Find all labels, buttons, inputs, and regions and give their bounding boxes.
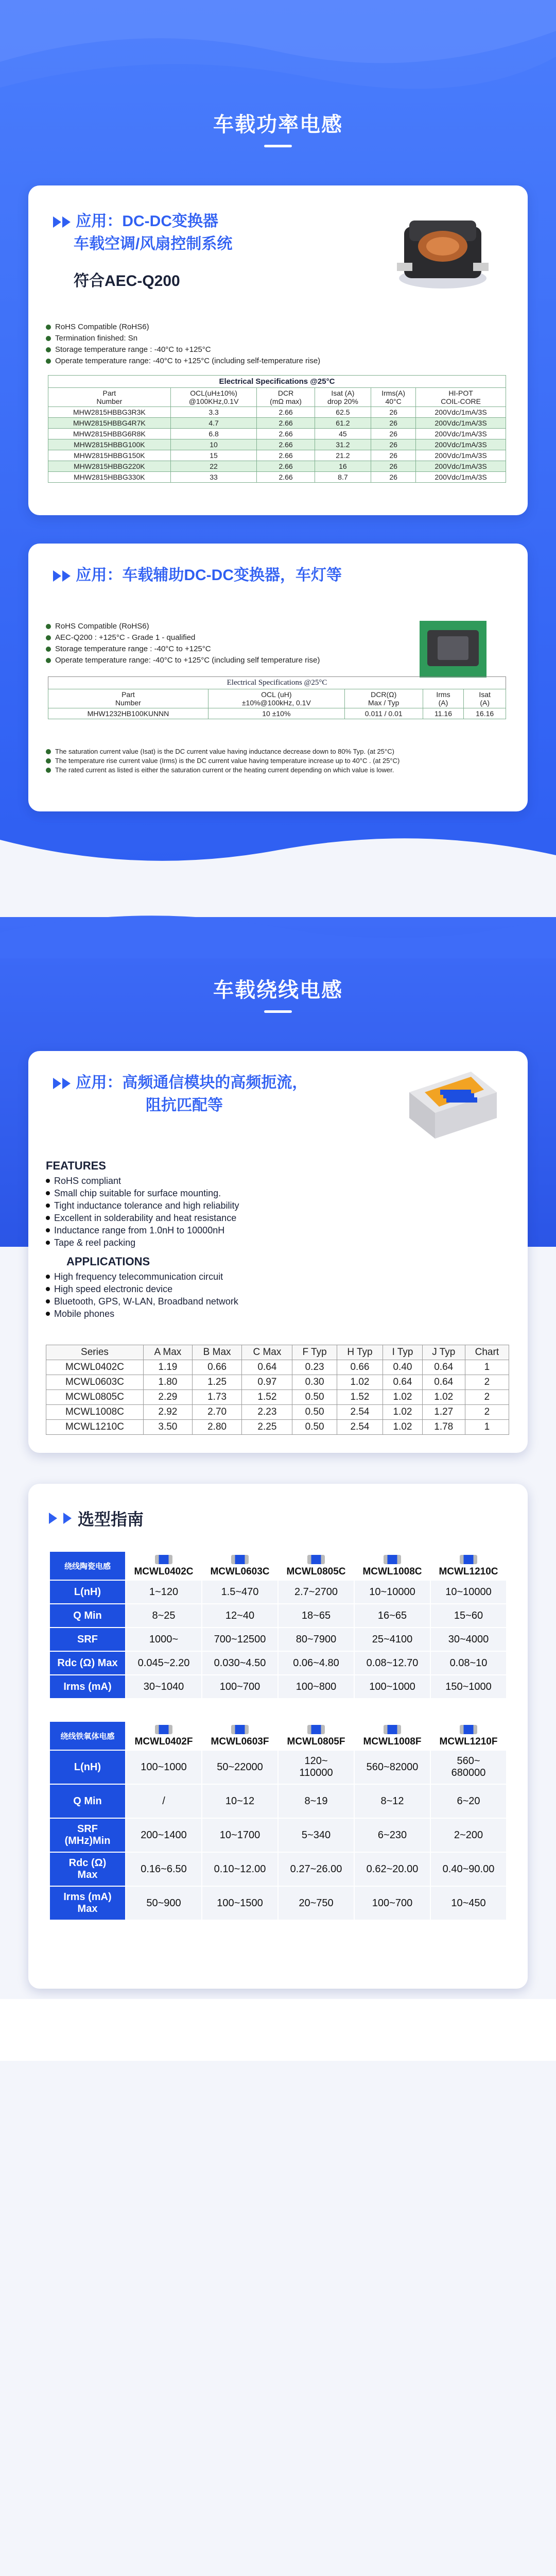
table-cell: 200Vdc/1mA/3S [416,418,506,429]
triangle-icon [49,1513,57,1524]
triangle-icon [62,216,71,228]
spec-row [49,1675,507,1699]
section2-top-wave [0,896,556,958]
application-line-2: 阻抗匹配等 [146,1097,223,1114]
feature-item: Small chip suitable for surface mounting. [46,1187,365,1199]
table-cell: 4.7 [170,418,257,429]
selection-guide-card [28,1484,528,1989]
application-block [53,1072,383,1117]
table-cell: 0.64 [242,1360,292,1375]
table-cell: 33 [170,472,257,483]
table-cell: 22 [170,461,257,472]
wirewound-inductor-card [28,1051,528,1453]
row-value: 1.5~470 [202,1580,278,1604]
table-header-row [48,689,506,708]
aux-inductor-card [28,544,528,811]
row-label: Q Min [49,1604,126,1628]
row-value: 1000~ [126,1628,202,1651]
table-cell: 2 [465,1390,509,1405]
row-value: 30~4000 [430,1628,507,1651]
table-header-cell: Part Number [48,689,208,708]
part-number: MCWL0402F [134,1736,193,1747]
row-value: 12~40 [202,1604,278,1628]
spec-table-wrapper [48,375,506,483]
row-value: 100~1500 [202,1886,278,1920]
table-cell: 0.30 [292,1375,337,1390]
row-label: Rdc (Ω) Max [49,1651,126,1675]
table-header-cell: B Max [192,1345,242,1360]
table-cell: 45 [315,429,371,439]
row-value: 50~22000 [202,1750,278,1784]
table-cell: 1.80 [143,1375,192,1390]
table-cell: 1.02 [383,1405,423,1420]
part-number: MCWL0603C [210,1566,270,1577]
row-label: L(nH) [49,1580,126,1604]
table-cell: 200Vdc/1mA/3S [416,472,506,483]
part-number-cell [202,1551,278,1580]
row-value: 25~4100 [354,1628,430,1651]
section3-start [0,1999,556,2061]
row-label: Irms (mA) Max [49,1886,126,1920]
row-value: 100~1000 [126,1750,202,1784]
chip-icon [460,1555,477,1564]
table-cell: MCWL0805C [46,1390,144,1405]
table-row [46,1405,509,1420]
bottom-wave-decoration [0,819,556,881]
table-row [46,1375,509,1390]
top-wave-decoration [0,0,556,113]
row-value: 0.030~4.50 [202,1651,278,1675]
ceramic-selection-table [49,1551,507,1699]
table-cell: 1.25 [192,1375,242,1390]
table-header-cell: OCL(uH±10%) @100KHz,0.1V [170,388,257,407]
part-number-row [49,1721,507,1750]
spec-row [49,1818,507,1852]
table-cell: 26 [371,429,416,439]
part-number: MCWL1210C [439,1566,498,1577]
table-header-cell: Isat (A) [464,689,506,708]
aec-standard: 符合AEC-Q200 [74,273,180,290]
table-cell: MHW2815HBBG4R7K [48,418,171,429]
table-cell: 2.66 [257,439,315,450]
series-dimension-table [46,1345,509,1435]
part-number: MCWL1008C [362,1566,422,1577]
note-item: The rated current as listed is either the saturation current or the heating current depending on which value is lower. [46,766,509,775]
table-header-cell: Chart [465,1345,509,1360]
table-row [48,407,506,418]
table-cell: 2.80 [192,1420,242,1435]
triangle-icon [62,570,71,582]
row-label: L(nH) [49,1750,126,1784]
feature-item: AEC-Q200 : +125°C - Grade 1 - qualified [46,632,416,643]
row-label: SRF [49,1628,126,1651]
chip-icon [460,1725,477,1734]
table-cell: MCWL1008C [46,1405,144,1420]
features-heading: FEATURES [46,1159,106,1172]
application-line-1: 应用：高频通信模块的高频扼流， [53,1072,383,1094]
table-cell: 10 ±10% [208,708,344,719]
part-number-row [49,1551,507,1580]
table-cell: 8.7 [315,472,371,483]
spec-row [49,1784,507,1818]
row-value: 560~82000 [354,1750,430,1784]
part-number-cell [126,1721,202,1750]
table-cell: 0.50 [292,1390,337,1405]
part-number-cell [354,1551,430,1580]
table-header-cell: J Typ [422,1345,465,1360]
table-row [46,1390,509,1405]
table-cell: 2.66 [257,472,315,483]
table-row [48,439,506,450]
feature-item: RoHS compliant [46,1175,365,1187]
feature-item: RoHS Compatible (RoHS6) [46,621,416,632]
feature-item: Operate temperature range: -40°C to +125°C (including self-temperature rise) [46,355,509,367]
table-header-cell: HI-POT COIL-CORE [416,388,506,407]
table-cell: 26 [371,439,416,450]
application-item: High speed electronic device [46,1283,365,1295]
table-header-cell: Series [46,1345,144,1360]
part-number: MCWL0402C [134,1566,194,1577]
table-cell: 0.23 [292,1360,337,1375]
table-cell: MHW2815HBBG330K [48,472,171,483]
table-cell: 1.02 [383,1390,423,1405]
application-item: Bluetooth, GPS, W-LAN, Broadband network [46,1295,365,1308]
electrical-spec-table [48,387,506,483]
row-value: 100~1000 [354,1675,430,1699]
features-block [46,1159,365,1320]
table-cell: 6.8 [170,429,257,439]
table-cell: 1 [465,1420,509,1435]
electrical-spec-table [48,689,506,719]
chip-icon [384,1725,401,1734]
table-cell: 11.16 [423,708,464,719]
spec-row [49,1651,507,1675]
chip-icon [384,1555,401,1564]
part-number-cell [430,1551,507,1580]
row-value: 8~12 [354,1784,430,1818]
table-cell: 10 [170,439,257,450]
row-value: 0.40~90.00 [430,1852,507,1886]
applications-heading: APPLICATIONS [66,1255,150,1268]
triangle-icon [53,570,61,582]
table-row [48,472,506,483]
triangle-icon [53,1078,61,1089]
spec-row [49,1580,507,1604]
part-number: MCWL0805C [286,1566,346,1577]
chip-inductor-image [394,1061,507,1154]
table-cell: 200Vdc/1mA/3S [416,407,506,418]
row-value: 0.08~12.70 [354,1651,430,1675]
table-cell: 1.02 [422,1390,465,1405]
row-value: 100~800 [278,1675,354,1699]
row-value: 30~1040 [126,1675,202,1699]
table-cell: 0.50 [292,1420,337,1435]
table-header-cell: A Max [143,1345,192,1360]
table-cell: MCWL0402C [46,1360,144,1375]
table-cell: 2 [465,1375,509,1390]
row-value: 10~1700 [202,1818,278,1852]
row-value: 200~1400 [126,1818,202,1852]
table-row [48,708,506,719]
note-item: The saturation current value (Isat) is the DC current value having inductance decrease down to 80% Typ. (at 25°C) [46,747,509,756]
row-value: 1~120 [126,1580,202,1604]
selection-guide-title: 选型指南 [49,1506,144,1530]
section1-title: 车载功率电感 [0,108,556,147]
row-value: 15~60 [430,1604,507,1628]
table-cell: 21.2 [315,450,371,461]
triangle-icon [53,216,61,228]
table-cell: 1.73 [192,1390,242,1405]
application-item: High frequency telecommunication circuit [46,1270,365,1283]
table-header-cell: Isat (A) drop 20% [315,388,371,407]
row-value: 10~10000 [354,1580,430,1604]
row-value: 0.10~12.00 [202,1852,278,1886]
table-cell: 1 [465,1360,509,1375]
row-value: 0.16~6.50 [126,1852,202,1886]
row-value: 0.08~10 [430,1651,507,1675]
row-value: 10~450 [430,1886,507,1920]
row-value: 0.62~20.00 [354,1852,430,1886]
table-cell: 1.52 [337,1390,383,1405]
part-number-cell [430,1721,507,1750]
table-cell: 200Vdc/1mA/3S [416,450,506,461]
table-row [48,450,506,461]
spec-row [49,1604,507,1628]
table-cell: 0.64 [383,1375,423,1390]
row-label: Q Min [49,1784,126,1818]
row-value: 5~340 [278,1818,354,1852]
table-cell: 200Vdc/1mA/3S [416,429,506,439]
application-item: Mobile phones [46,1308,365,1320]
power-inductor-card [28,185,528,515]
triangle-icon [63,1513,72,1524]
table-cell: 31.2 [315,439,371,450]
table-cell: 15 [170,450,257,461]
feature-item: Inductance range from 1.0nH to 10000nH [46,1224,365,1236]
part-number: MCWL1008F [363,1736,422,1747]
row-value: 560~ 680000 [430,1750,507,1784]
note-item: The temperature rise current value (Irms) is the DC current value having temperature increase up to 40°C . (at 25°C) [46,756,509,766]
table-cell: 2.66 [257,429,315,439]
chip-icon [307,1725,325,1734]
spec-row [49,1628,507,1651]
row-value: 6~20 [430,1784,507,1818]
chip-icon [155,1725,172,1734]
table-header-cell: Irms(A) 40°C [371,388,416,407]
table-cell: MCWL0603C [46,1375,144,1390]
table-header-cell: C Max [242,1345,292,1360]
row-value: 0.045~2.20 [126,1651,202,1675]
row-value: 8~19 [278,1784,354,1818]
row-value: 50~900 [126,1886,202,1920]
application-line-1: 应用：DC-DC变换器 [53,210,232,233]
smd-inductor-image [414,616,492,683]
table-cell: 26 [371,472,416,483]
table-cell: 61.2 [315,418,371,429]
section2-title: 车载绕线电感 [0,974,556,1013]
feature-item: Tight inductance tolerance and high reliability [46,1199,365,1212]
feature-item: Operate temperature range: -40°C to +125°C (including self temperature rise) [46,655,416,666]
row-value: 8~25 [126,1604,202,1628]
feature-item: Termination finished: Sn [46,333,509,344]
table-cell: 1.19 [143,1360,192,1375]
table-cell: 16.16 [464,708,506,719]
table-cell: 2.66 [257,407,315,418]
table-cell: 2.29 [143,1390,192,1405]
part-number: MCWL0603F [211,1736,269,1747]
row-label: SRF (MHz)Min [49,1818,126,1852]
row-value: 2~200 [430,1818,507,1852]
row-value: 700~12500 [202,1628,278,1651]
feature-item: Storage temperature range : -40°C to +125°C [46,344,509,355]
table-cell: 200Vdc/1mA/3S [416,461,506,472]
application-line: 应用：车载辅助DC-DC变换器，车灯等 [53,564,342,587]
row-value: 0.06~4.80 [278,1651,354,1675]
feature-list [46,621,416,666]
table-cell: 0.50 [292,1405,337,1420]
part-number-cell [126,1551,202,1580]
table-header-cell: I Typ [383,1345,423,1360]
application-line-2: 车载空调/风扇控制系统 [74,235,233,252]
part-number-cell [202,1721,278,1750]
table-cell: 26 [371,407,416,418]
table-cell: 26 [371,418,416,429]
table-row [46,1420,509,1435]
table-cell: 1.78 [422,1420,465,1435]
table-cell: MHW2815HBBG100K [48,439,171,450]
table-cell: 2.66 [257,418,315,429]
table-cell: 2.66 [257,450,315,461]
row-value: 100~700 [202,1675,278,1699]
table-cell: 1.02 [383,1420,423,1435]
row-value: 0.27~26.00 [278,1852,354,1886]
feature-item: Storage temperature range : -40°C to +125°C [46,643,416,655]
ferrite-selection-table [49,1721,507,1921]
chip-icon [231,1725,249,1734]
table-cell: 2.70 [192,1405,242,1420]
table-cell: 0.64 [422,1375,465,1390]
table-row [48,429,506,439]
group-label: 绕线铁氧体电感 [49,1721,126,1750]
part-number-cell [354,1721,430,1750]
table-cell: MHW2815HBBG6R8K [48,429,171,439]
table-row [46,1360,509,1375]
feature-list [46,321,509,367]
row-value: / [126,1784,202,1818]
spec-table-wrapper [48,676,506,719]
table-cell: 26 [371,450,416,461]
table-cell: MHW2815HBBG220K [48,461,171,472]
table-cell: MHW1232HB100KUNNN [48,708,208,719]
row-value: 6~230 [354,1818,430,1852]
spec-row [49,1886,507,1920]
table-cell: 0.66 [337,1360,383,1375]
table-header-cell: OCL (uH) ±10%@100kHz, 0.1V [208,689,344,708]
table-cell: 2.54 [337,1405,383,1420]
table-cell: 2.25 [242,1420,292,1435]
feature-item: Excellent in solderability and heat resistance [46,1212,365,1224]
row-value: 16~65 [354,1604,430,1628]
power-inductor-image [394,206,492,294]
notes-list [46,747,509,775]
table-header-cell: Part Number [48,388,171,407]
row-value: 10~12 [202,1784,278,1818]
spec-row [49,1750,507,1784]
table-cell: MCWL1210C [46,1420,144,1435]
row-value: 120~ 110000 [278,1750,354,1784]
feature-item: Tape & reel packing [46,1236,365,1249]
table-cell: 1.02 [337,1375,383,1390]
spec-table-title: Electrical Specifications @25°C [48,375,506,387]
row-value: 100~700 [354,1886,430,1920]
table-cell: 2.23 [242,1405,292,1420]
row-value: 80~7900 [278,1628,354,1651]
row-value: 18~65 [278,1604,354,1628]
table-cell: 0.64 [422,1360,465,1375]
table-cell: 16 [315,461,371,472]
table-header-cell: F Typ [292,1345,337,1360]
table-header-cell: DCR (mΩ max) [257,388,315,407]
table-header-cell: H Typ [337,1345,383,1360]
table-header-row [46,1345,509,1360]
row-value: 20~750 [278,1886,354,1920]
part-number-cell [278,1721,354,1750]
table-cell: 0.40 [383,1360,423,1375]
row-label: Irms (mA) [49,1675,126,1699]
table-header-row [48,388,506,407]
chip-icon [155,1555,172,1564]
table-cell: 2.66 [257,461,315,472]
table-cell: 0.97 [242,1375,292,1390]
application-block [53,210,232,291]
table-cell: 2.92 [143,1405,192,1420]
row-label: Rdc (Ω) Max [49,1852,126,1886]
part-number: MCWL1210F [439,1736,498,1747]
table-cell: 26 [371,461,416,472]
table-header-cell: DCR(Ω) Max / Typ [344,689,423,708]
table-cell: 3.50 [143,1420,192,1435]
table-cell: MHW2815HBBG150K [48,450,171,461]
chip-icon [231,1555,249,1564]
table-cell: 3.3 [170,407,257,418]
row-value: 10~10000 [430,1580,507,1604]
row-value: 2.7~2700 [278,1580,354,1604]
part-number-cell [278,1551,354,1580]
chip-icon [307,1555,325,1564]
part-number: MCWL0805F [287,1736,345,1747]
table-cell: 200Vdc/1mA/3S [416,439,506,450]
row-value: 150~1000 [430,1675,507,1699]
feature-item: RoHS Compatible (RoHS6) [46,321,509,333]
table-cell: 2.54 [337,1420,383,1435]
table-row [48,418,506,429]
table-cell: 62.5 [315,407,371,418]
table-header-cell: Irms (A) [423,689,464,708]
spec-table-title: Electrical Specifications @25°C [48,676,506,689]
table-cell: 0.011 / 0.01 [344,708,423,719]
table-cell: 1.52 [242,1390,292,1405]
triangle-icon [62,1078,71,1089]
table-cell: 1.27 [422,1405,465,1420]
table-cell: 0.66 [192,1360,242,1375]
application-block [53,564,342,587]
table-cell: MHW2815HBBG3R3K [48,407,171,418]
spec-row [49,1852,507,1886]
table-cell: 2 [465,1405,509,1420]
group-label: 绕线陶瓷电感 [49,1551,126,1580]
table-row [48,461,506,472]
